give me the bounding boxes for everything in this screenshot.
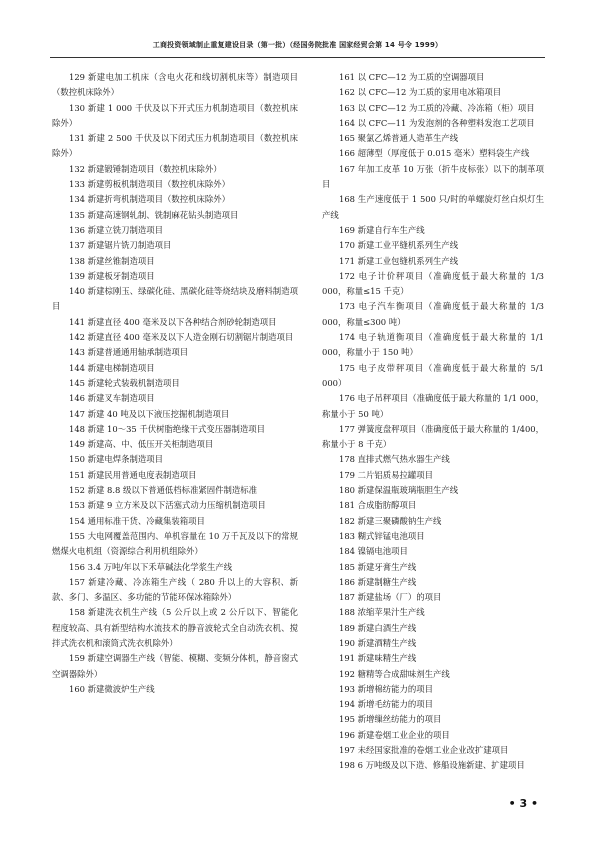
right-column: [322, 70, 544, 774]
list-item: 150 新建电焊条制造项目: [69, 454, 164, 465]
list-item: 182 新建三聚磷酸钠生产线: [339, 515, 442, 526]
list-item: 189 新建白酒生产线: [339, 622, 417, 633]
left-column: [52, 70, 298, 697]
list-item: 156 3.4 万吨/年以下禾草碱法化学浆生产线: [69, 561, 233, 572]
list-item: 185 新建牙膏生产线: [339, 561, 417, 572]
list-item: 193 新增棉纺能力的项目: [339, 683, 434, 694]
list-item: 148 新建 10～35 千伏树脂绝缘干式变压器制造项目: [69, 423, 266, 434]
list-item: 181 合成脂肪醇项目: [339, 500, 417, 511]
list-item: 132 新建锻锤制造项目（数控机床除外）: [69, 163, 222, 174]
list-item: 175 电子皮带秤项目（准确度低于最大称量的 5/1 000）: [322, 362, 544, 388]
list-item: 171 新建工业包缝机系列生产线: [339, 255, 459, 266]
list-item: 170 新建工业平缝机系列生产线: [339, 240, 459, 251]
list-item: 143 新建普通通用轴承制造项目: [69, 347, 189, 358]
list-item: 140 新建棕刚玉、绿碳化硅、黑碳化硅等烧结块及磨料制造项目: [52, 286, 298, 312]
list-item: 129 新建电加工机床（含电火花和线切割机床等）制造项目（数控机床除外）: [52, 72, 298, 98]
list-item: 162 以 CFC—12 为工质的家用电冰箱项目: [339, 87, 502, 98]
list-item: 136 新建立铣刀制造项目: [69, 224, 164, 235]
list-item: 186 新建制糖生产线: [339, 576, 417, 587]
list-item: 131 新建 2 500 千伏及以下闭式压力机制造项目（数控机床除外）: [52, 133, 298, 159]
list-item: 183 糊式锌锰电池项目: [339, 530, 425, 541]
page-header: 工商投资领域制止重复建设目录（第一批）（经国务院批准 国家经贸会第 14 号令 1999）: [152, 41, 443, 49]
list-item: 197 未经国家批准的卷烟工业企业改扩建项目: [339, 745, 509, 756]
list-item: 184 镍镉电池项目: [339, 546, 408, 557]
list-item: 198 6 万吨级及以下造、修船设施新建、扩建项目: [339, 760, 525, 771]
list-item: 152 新建 8.8 级以下普通低档标准紧固件制造标准: [69, 485, 258, 496]
list-item: 195 新增缫丝纺能力的项目: [339, 714, 442, 725]
list-item: 151 新建民用普通电度表制造项目: [69, 469, 197, 480]
list-item: 190 新建酒精生产线: [339, 637, 417, 648]
list-item: 176 电子吊秤项目（准确度低于最大称量的 1/1 000，称量小于 50 吨）: [322, 393, 544, 419]
list-item: 149 新建高、中、低压开关柜制造项目: [69, 439, 214, 450]
list-item: 157 新建冷藏、冷冻箱生产线（ 280 升以上的大容积、新款、多门、多温区、多功能的节能环保冰箱除外）: [52, 576, 298, 603]
list-item: 169 新建自行车生产线: [339, 224, 425, 235]
list-item: 139 新建板牙制造项目: [69, 270, 155, 281]
list-item: 178 直排式燃气热水器生产线: [339, 454, 450, 465]
list-item: 161 以 CFC—12 为工质的空调器项目: [339, 72, 485, 82]
list-item: 138 新建丝锥制造项目: [69, 255, 155, 266]
list-item: 159 新建空调器生产线（智能、模糊、变频分体机，静音窗式空调器除外）: [52, 653, 298, 679]
list-item: 164 以 CFC—11 为发泡剂的各种塑料发泡工艺项目: [339, 117, 535, 128]
list-item: 146 新建叉车制造项目: [69, 393, 155, 404]
list-item: 163 以 CFC—12 为工质的冷藏、冷冻箱（柜）项目: [339, 102, 535, 113]
list-item: 158 新建洗衣机生产线（5 公斤以上或 2 公斤以下、智能化程度较高、具有新型结构水流技术的静音波轮式全自动洗衣机、搅拌式洗衣机和滚筒式洗衣机除外）: [52, 607, 298, 648]
list-item: 147 新建 40 吨及以下液压挖掘机制造项目: [69, 408, 230, 419]
list-item: 153 新建 9 立方米及以下活塞式动力压缩机制造项目: [69, 500, 266, 511]
list-item: 168 生产速度低于 1 500 只/时的单螺旋灯丝白炽灯生产线: [322, 194, 544, 220]
list-item: 180 新建保温瓶玻璃瓶胆生产线: [339, 485, 459, 496]
list-item: 155 大电网覆盖范围内、单机容量在 10 万千瓦及以下的常规燃煤火电机组（资源综合利用机组除外）: [52, 530, 298, 557]
list-item: 145 新建轮式装载机制造项目: [69, 377, 180, 388]
list-item: 165 聚氯乙烯普通人造革生产线: [339, 133, 459, 144]
list-item: 174 电子轨道衡项目（准确度低于最大称量的 1/1 000，称量小于 150 吨）: [322, 332, 544, 358]
list-item: 173 电子汽车衡项目（准确度低于最大称量的 1/3 000，称量≤300 吨）: [322, 301, 544, 327]
list-item: 133 新建剪板机制造项目（数控机床除外）: [69, 179, 231, 190]
list-item: 134 新建折弯机制造项目（数控机床除外）: [69, 194, 231, 205]
page-number: • 3 •: [508, 797, 538, 810]
list-item: 179 二片铝质易拉罐项目: [339, 469, 434, 480]
list-item: 188 浓缩苹果汁生产线: [339, 607, 425, 618]
list-item: 144 新建电梯制造项目: [69, 362, 155, 373]
list-item: 141 新建直径 400 毫米及以下各种结合剂砂轮制造项目: [69, 316, 277, 327]
list-item: 135 新建高速钢轧制、铣制麻花钻头制造项目: [69, 209, 239, 220]
list-item: 160 新建微波炉生产线: [69, 683, 155, 694]
list-item: 130 新建 1 000 千伏及以下开式压力机制造项目（数控机床除外）: [52, 102, 298, 128]
list-item: 172 电子计价秤项目（准确度低于最大称量的 1/3 000，称量≤15 千克）: [322, 270, 544, 297]
list-item: 194 新增毛纺能力的项目: [339, 699, 434, 710]
list-item: 196 新建卷烟工业企业的项目: [339, 729, 450, 740]
list-item: 192 糖精等合成甜味剂生产线: [339, 668, 450, 679]
header-rule: [50, 57, 545, 58]
list-item: 191 新建味精生产线: [339, 653, 417, 664]
list-item: 187 新建盐场（厂）的项目: [339, 592, 442, 603]
list-item: 166 超薄型（厚度低于 0.015 毫米）塑料袋生产线: [339, 148, 530, 159]
list-item: 167 年加工皮革 10 万张（折牛皮标张）以下的制革项目: [322, 163, 544, 190]
list-item: 142 新建直径 400 毫米及以下人造金刚石切割锯片制造项目: [69, 332, 294, 343]
list-item: 154 通用标准干货、冷藏集装箱项目: [69, 515, 205, 526]
list-item: 137 新建锯片铣刀制造项目: [69, 240, 172, 251]
list-item: 177 弹簧度盘秤项目（准确度低于最大称量的 1/400，称量小于 8 千克）: [322, 423, 544, 450]
